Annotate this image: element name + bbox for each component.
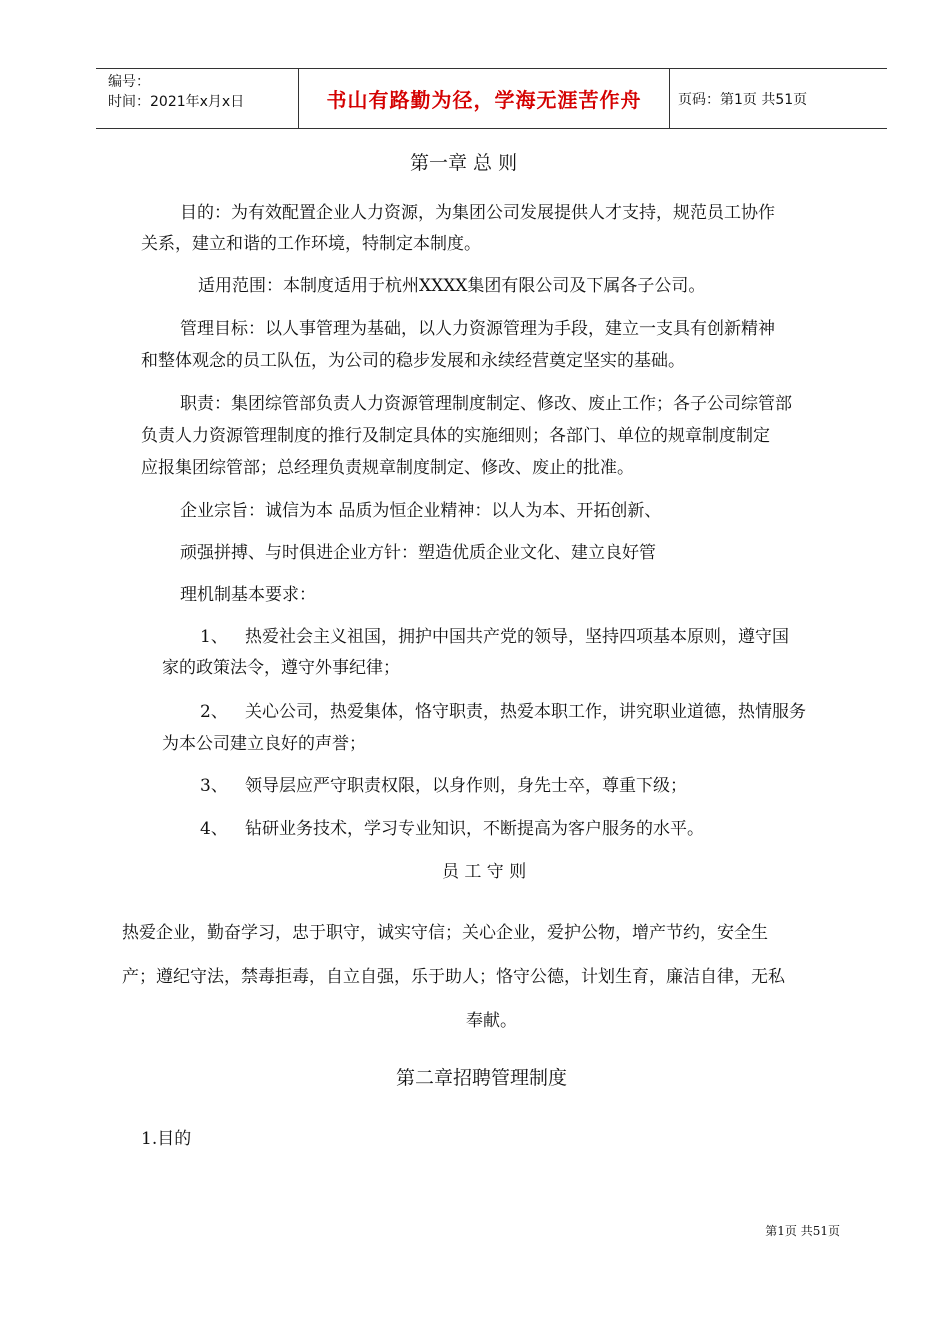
scope-text: 适用范围：本制度适用于杭州XXXX集团有限公司及下属各子公司。 xyxy=(198,276,706,296)
requirement-1-line-2: 家的政策法令，遵守外事纪律； xyxy=(162,658,400,678)
document-number-label: 编号： xyxy=(108,74,150,90)
purpose-line-1: 目的：为有效配置企业人力资源，为集团公司发展提供人才支持，规范员工协作 xyxy=(180,203,775,223)
page-header xyxy=(96,68,887,129)
employee-code-title: 员 工 守 则 xyxy=(442,862,527,882)
purpose-line-2: 关系，建立和谐的工作环境，特制定本制度。 xyxy=(141,234,481,254)
requirement-3-number: 3、 xyxy=(200,776,228,796)
goal-line-2: 和整体观念的员工队伍，为公司的稳步发展和永续经营奠定坚实的基础。 xyxy=(141,351,685,371)
header-page-label: 页码：第1页 共51页 xyxy=(678,91,808,108)
employee-code-line-2: 产；遵纪守法，禁毒拒毒，自立自强，乐于助人；恪守公德，计划生育，廉洁自律，无私 xyxy=(122,967,785,987)
document-date-label: 时间：2021年x月x日 xyxy=(108,94,245,110)
section-1-heading: 1.目的 xyxy=(141,1129,192,1149)
requirement-1-line-1: 热爱社会主义祖国，拥护中国共产党的领导，坚持四项基本原则，遵守国 xyxy=(245,627,789,647)
tenet-line-1: 企业宗旨：诚信为本 品质为恒企业精神：以人为本、开拓创新、 xyxy=(180,501,662,521)
requirement-4-line-1: 钻研业务技术，学习专业知识，不断提高为客户服务的水平。 xyxy=(245,819,704,839)
requirement-3-line-1: 领导层应严守职责权限，以身作则，身先士卒，尊重下级； xyxy=(245,776,687,796)
duty-line-2: 负责人力资源管理制度的推行及制定具体的实施细则；各部门、单位的规章制度制定 xyxy=(141,426,770,446)
requirement-1-number: 1、 xyxy=(200,627,228,647)
header-left-cell xyxy=(96,69,298,128)
chapter2-title: 第二章招聘管理制度 xyxy=(396,1067,568,1089)
page-footer: 第1页 共51页 xyxy=(765,1224,840,1238)
goal-line-1: 管理目标：以人事管理为基础，以人力资源管理为手段，建立一支具有创新精神 xyxy=(180,319,775,339)
employee-code-line-3: 奉献。 xyxy=(466,1011,517,1031)
requirement-4-number: 4、 xyxy=(200,819,228,839)
duty-line-3: 应报集团综管部；总经理负责规章制度制定、修改、废止的批准。 xyxy=(141,458,634,478)
requirement-2-number: 2、 xyxy=(200,702,228,722)
tenet-line-2: 顽强拼搏、与时俱进企业方针：塑造优质企业文化、建立良好管 xyxy=(180,543,656,563)
header-motto: 书山有路勤为径，学海无涯苦作舟 xyxy=(298,69,670,128)
chapter1-title: 第一章 总 则 xyxy=(410,152,518,174)
employee-code-line-1: 热爱企业，勤奋学习，忠于职守，诚实守信；关心企业，爱护公物，增产节约，安全生 xyxy=(122,923,768,943)
tenet-line-3: 理机制基本要求： xyxy=(180,585,316,605)
requirement-2-line-2: 为本公司建立良好的声誉； xyxy=(162,734,366,754)
duty-line-1: 职责：集团综管部负责人力资源管理制度制定、修改、废止工作；各子公司综管部 xyxy=(180,394,792,414)
requirement-2-line-1: 关心公司，热爱集体，恪守职责，热爱本职工作，讲究职业道德，热情服务 xyxy=(245,702,806,722)
